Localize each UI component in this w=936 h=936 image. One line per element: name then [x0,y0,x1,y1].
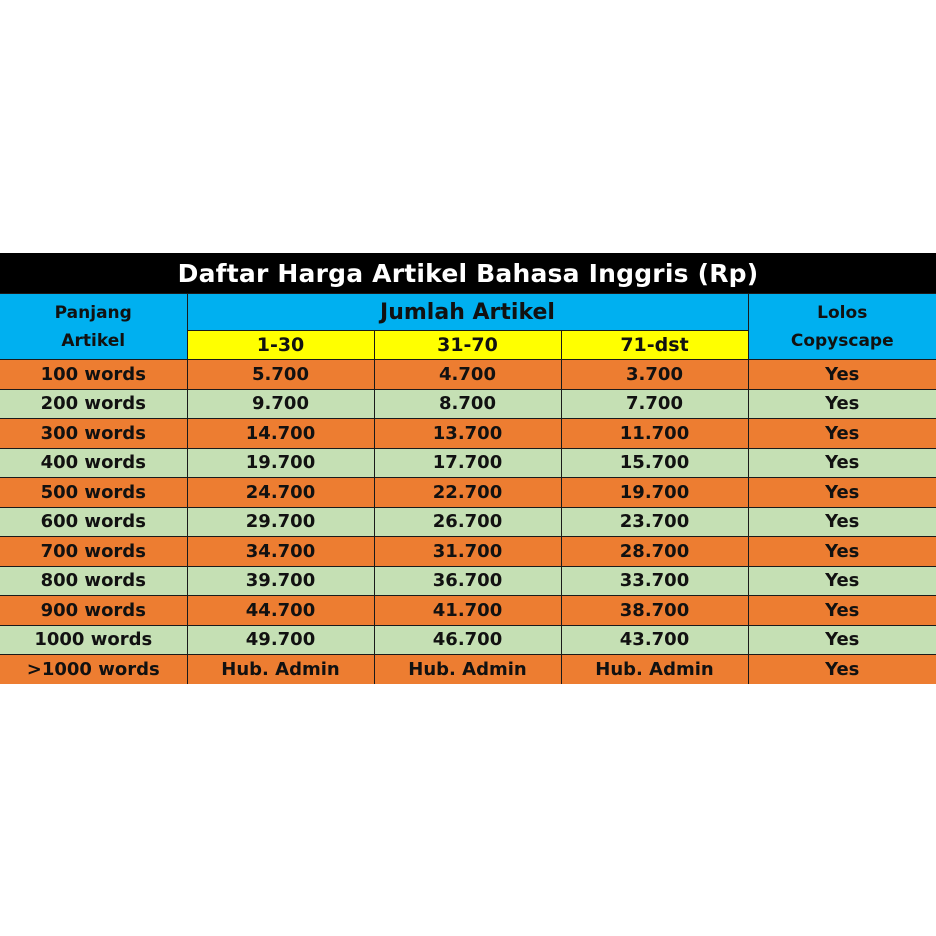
tier-header-1-30: 1-30 [187,331,374,360]
header-row [0,294,936,331]
price-31-70-cell: 46.700 [374,625,561,655]
length-cell: 400 words [0,448,187,478]
length-cell: 1000 words [0,625,187,655]
copyscape-header [748,294,936,360]
price-31-70-cell: 17.700 [374,448,561,478]
length-header-line2: Artikel [61,330,126,351]
length-cell: 900 words [0,596,187,626]
table-title: Daftar Harga Artikel Bahasa Inggris (Rp) [0,253,936,293]
table-row [0,389,936,419]
copyscape-cell: Yes [748,419,936,449]
price-1-30-cell: 49.700 [187,625,374,655]
length-cell: 700 words [0,537,187,567]
price-31-70-cell: 22.700 [374,478,561,508]
price-1-30-cell: 9.700 [187,389,374,419]
price-71-dst-cell: 3.700 [561,360,748,390]
price-1-30-cell: 19.700 [187,448,374,478]
price-1-30-cell: 5.700 [187,360,374,390]
price-31-70-cell: 41.700 [374,596,561,626]
copyscape-header-line2: Copyscape [790,330,894,351]
copyscape-cell: Yes [748,537,936,567]
price-31-70-cell: 8.700 [374,389,561,419]
price-1-30-cell: 34.700 [187,537,374,567]
price-table [0,253,936,684]
price-31-70-cell: Hub. Admin [374,655,561,684]
length-cell: 100 words [0,360,187,390]
copyscape-cell: Yes [748,389,936,419]
copyscape-cell: Yes [748,596,936,626]
price-71-dst-cell: 23.700 [561,507,748,537]
price-71-dst-cell: 38.700 [561,596,748,626]
price-31-70-cell: 26.700 [374,507,561,537]
price-71-dst-cell: 43.700 [561,625,748,655]
price-31-70-cell: 4.700 [374,360,561,390]
price-1-30-cell: 29.700 [187,507,374,537]
length-cell: 500 words [0,478,187,508]
table-row [0,655,936,684]
price-1-30-cell: Hub. Admin [187,655,374,684]
price-1-30-cell: 14.700 [187,419,374,449]
length-cell: >1000 words [0,655,187,684]
table-row [0,625,936,655]
length-cell: 800 words [0,566,187,596]
table-row [0,448,936,478]
copyscape-header-line1: Lolos [817,302,868,323]
price-71-dst-cell: 33.700 [561,566,748,596]
price-71-dst-cell: 19.700 [561,478,748,508]
copyscape-cell: Yes [748,360,936,390]
table-row [0,419,936,449]
price-71-dst-cell: 28.700 [561,537,748,567]
length-header-line1: Panjang [54,302,132,323]
table-row [0,537,936,567]
table-row [0,478,936,508]
price-71-dst-cell: 11.700 [561,419,748,449]
tier-header-31-70: 31-70 [374,331,561,360]
copyscape-cell: Yes [748,478,936,508]
price-71-dst-cell: 15.700 [561,448,748,478]
copyscape-cell: Yes [748,507,936,537]
copyscape-cell: Yes [748,655,936,684]
price-31-70-cell: 31.700 [374,537,561,567]
copyscape-cell: Yes [748,566,936,596]
price-71-dst-cell: 7.700 [561,389,748,419]
quantity-group-header: Jumlah Artikel [187,294,748,331]
price-71-dst-cell: Hub. Admin [561,655,748,684]
price-grid [0,293,936,684]
length-header [0,294,187,360]
length-cell: 300 words [0,419,187,449]
table-row [0,507,936,537]
copyscape-cell: Yes [748,448,936,478]
length-cell: 200 words [0,389,187,419]
table-row [0,360,936,390]
tier-header-71-dst: 71-dst [561,331,748,360]
copyscape-cell: Yes [748,625,936,655]
price-1-30-cell: 44.700 [187,596,374,626]
table-row [0,566,936,596]
length-cell: 600 words [0,507,187,537]
table-row [0,596,936,626]
price-31-70-cell: 13.700 [374,419,561,449]
price-31-70-cell: 36.700 [374,566,561,596]
price-1-30-cell: 24.700 [187,478,374,508]
price-1-30-cell: 39.700 [187,566,374,596]
